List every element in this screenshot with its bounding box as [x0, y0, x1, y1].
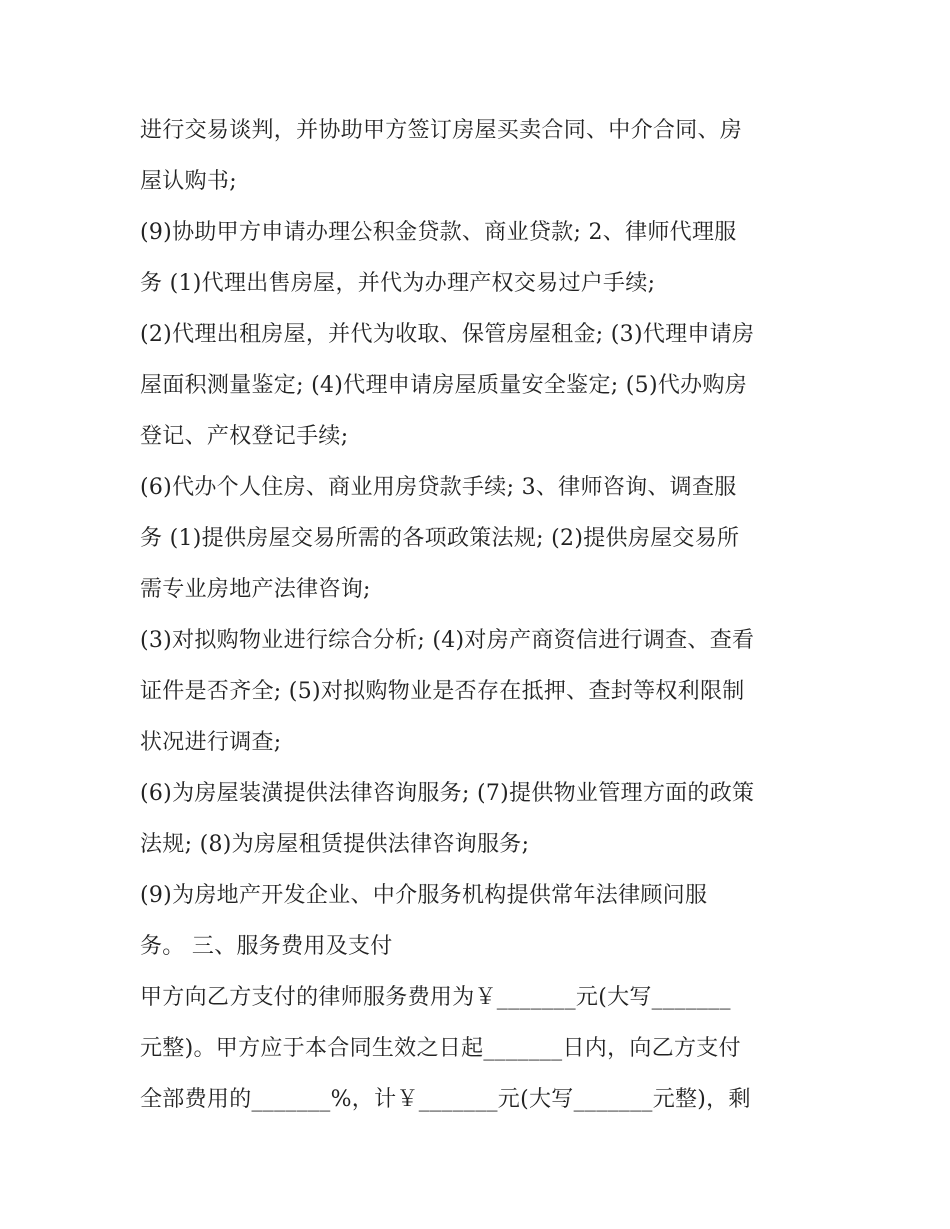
text-line: 务 (1)代理出售房屋，并代为办理产权交易过户手续; — [140, 271, 656, 296]
text-line: 需专业房地产法律咨询; — [140, 577, 371, 602]
text-line: 屋面积测量鉴定; (4)代理申请房屋质量安全鉴定; (5)代办购房 — [140, 373, 748, 398]
text-line: 证件是否齐全; (5)对拟购物业是否存在抵押、查封等权利限制 — [140, 679, 745, 704]
text-line: (9)为房地产开发企业、中介服务机构提供常年法律顾问服 — [140, 883, 708, 908]
document-body — [140, 105, 820, 1125]
text-line: (3)对拟购物业进行综合分析; (4)对房产商资信进行调查、查看 — [140, 628, 755, 653]
text-line: (6)代办个人住房、商业用房贷款手续; 3、律师咨询、调查服 — [140, 475, 737, 500]
text-line: 法规; (8)为房屋租赁提供法律咨询服务; — [140, 832, 530, 857]
text-line: (2)代理出租房屋，并代为收取、保管房屋租金; (3)代理申请房 — [140, 322, 755, 347]
text-line: (6)为房屋装潢提供法律咨询服务; (7)提供物业管理方面的政策 — [140, 781, 755, 806]
text-line: 状况进行调查; — [140, 730, 282, 755]
text-line: 进行交易谈判，并协助甲方签订房屋买卖合同、中介合同、房 — [140, 118, 743, 143]
text-line: 全部费用的_______%，计￥_______元(大写_______元整)，剩 — [140, 1087, 751, 1112]
text-line: 务。 三、服务费用及支付 — [140, 934, 393, 959]
text-line: 屋认购书; — [140, 169, 237, 194]
text-line: 登记、产权登记手续; — [140, 424, 349, 449]
text-line: (9)协助甲方申请办理公积金贷款、商业贷款; 2、律师代理服 — [140, 220, 737, 245]
text-line: 甲方向乙方支付的律师服务费用为￥_______元(大写_______ — [140, 985, 731, 1010]
text-line: 元整)。甲方应于本合同生效之日起_______日内，向乙方支付 — [140, 1036, 741, 1061]
text-line: 务 (1)提供房屋交易所需的各项政策法规; (2)提供房屋交易所 — [140, 526, 740, 551]
